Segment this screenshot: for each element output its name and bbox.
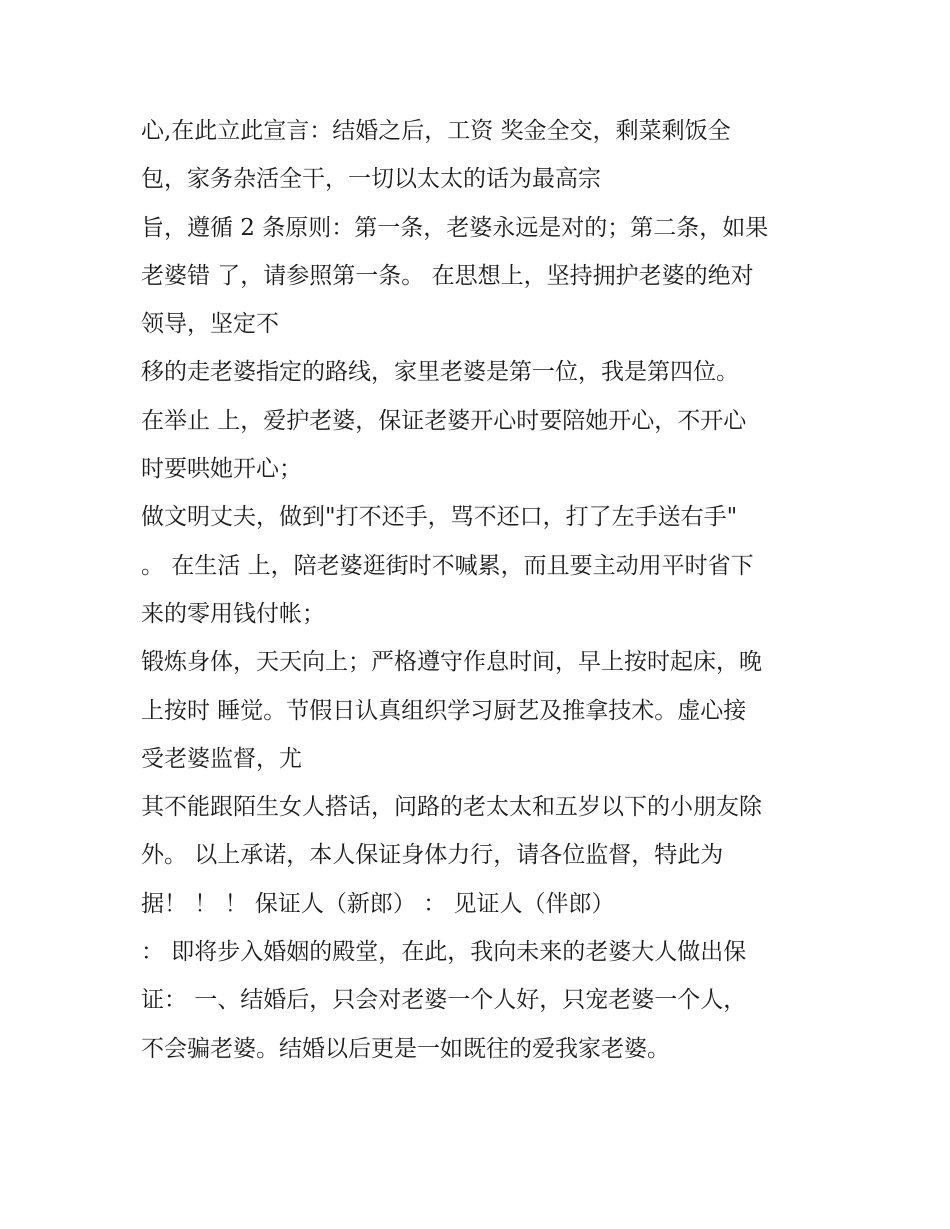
body-text [141,111,841,1077]
text-line: 移的走老婆指定的路线，家里老婆是第一位，我是第四位。 [141,359,739,386]
text-line: 据！ ！ ！ 保证人（新郎） ： 见证人（伴郎） [141,890,615,917]
text-line: 不会骗老婆。结婚以后更是一如既往的爱我家老婆。 [141,1035,670,1062]
text-line: 受老婆监督，尤 [141,745,302,772]
text-line: 证： 一、结婚后，只会对老婆一个人好，只宠老婆一个人， [141,987,747,1014]
text-line: 老婆错 了，请参照第一条。 在思想上，坚持拥护老婆的绝对 [141,262,754,289]
text-line: 旨，遵循 2 条原则：第一条，老婆永远是对的；第二条，如果 [141,214,769,241]
text-line: 在举止 上，爱护老婆，保证老婆开心时要陪她开心，不开心 [141,407,747,434]
text-line: 时要哄她开心； [141,456,302,483]
text-line: 。 在生活 上，陪老婆逛街时不喊累，而且要主动用平时省下 [141,552,754,579]
text-line: 上按时 睡觉。节假日认真组织学习厨艺及推拿技术。虚心接 [141,697,747,724]
text-line: 锻炼身体，天天向上；严格遵守作息时间，早上按时起床，晚 [141,649,762,676]
text-line: 其不能跟陌生女人搭话，问路的老太太和五岁以下的小朋友除 [141,794,762,821]
text-line: 心,在此立此宣言：结婚之后，工资 奖金全交，剩菜剩饭全 [141,118,731,144]
text-line: 做文明丈夫，做到"打不还手，骂不还口，打了左手送右手" [141,504,738,531]
text-line: 外。 以上承诺，本人保证身体力行，请各位监督，特此为 [141,842,724,869]
text-line: 领导，坚定不 [141,311,279,338]
text-line: 包，家务杂活全干，一切以太太的话为最高宗 [141,166,601,193]
text-line: ： 即将步入婚姻的殿堂，在此，我向未来的老婆大人做出保 [141,939,747,966]
text-line: 来的零用钱付帐； [141,600,325,627]
